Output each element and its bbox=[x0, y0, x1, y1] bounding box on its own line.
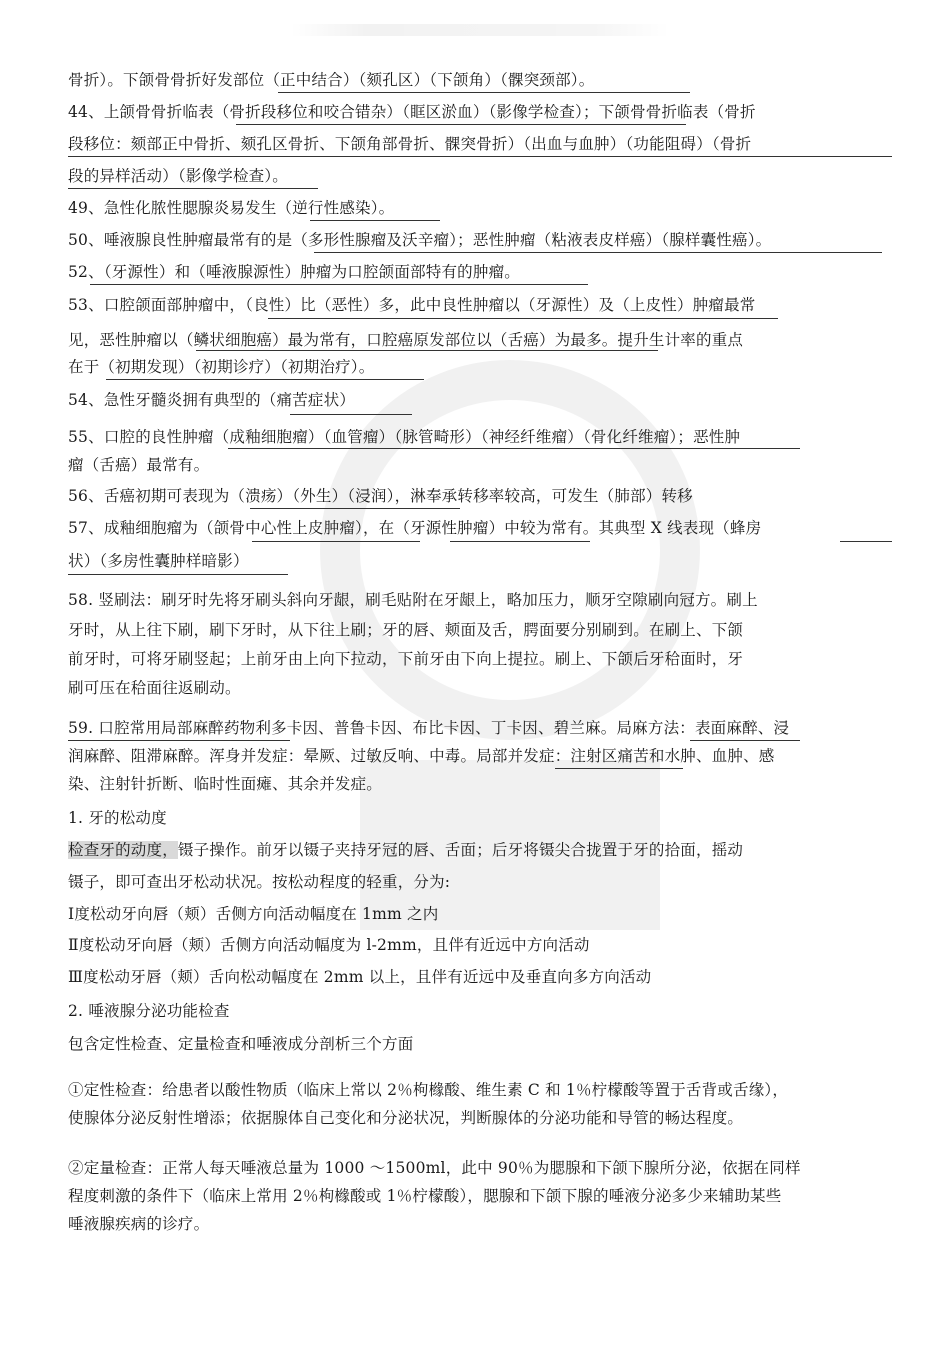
underline bbox=[690, 740, 800, 741]
text-line: 程度刺激的条件下（临床上常用 2％枸橼酸或 1％柠檬酸），腮腺和下颌下腺的唾液分泌多少来辅助某些 bbox=[68, 1187, 782, 1205]
text-line: 段的异样活动）（影像学检查）。 bbox=[68, 167, 289, 185]
underline bbox=[314, 252, 882, 253]
text-line: 58. 竖刷法：刷牙时先将牙刷头斜向牙龈，刷毛贴附在牙龈上，略加压力，顺牙空隙刷向冠方。刷上 bbox=[68, 591, 758, 609]
text-line: 使腺体分泌反射性增添；依据腺体自己变化和分泌状况，判断腺体的分泌功能和导管的畅达程度。 bbox=[68, 1109, 744, 1127]
underline bbox=[268, 318, 778, 319]
text-line: 前牙时，可将牙刷竖起；上前牙由上向下拉动，下前牙由下向上提拉。刷上、下颌后牙秴面时，牙 bbox=[68, 650, 744, 668]
text-line: 见，恶性肿瘤以（鳞状细胞癌）最为常有，口腔癌原发部位以（舌癌）为最多。提升生计率的重点 bbox=[68, 331, 744, 349]
underline bbox=[290, 414, 412, 415]
text-line: 54、急性牙髓炎拥有典型的（痛苦症状） bbox=[68, 391, 356, 409]
underline bbox=[555, 768, 683, 769]
text-line: 53、口腔颌面部肿瘤中，（良性）比（恶性）多，此中良性肿瘤以（牙源性）及（上皮性）肿瘤最常 bbox=[68, 296, 756, 314]
underline bbox=[840, 541, 892, 542]
text-segment: 镊子操作。前牙以镊子夹持牙冠的唇、舌面；后牙将镊尖合拢置于牙的拾面，摇动 bbox=[177, 841, 744, 859]
underline bbox=[106, 379, 424, 380]
text-line: 49、急性化脓性腮腺炎易发生（逆行性感染）。 bbox=[68, 199, 395, 217]
text-line: 段移位：颏部正中骨折、颏孔区骨折、下颌角部骨折、髁突骨折）（出血与血肿）（功能阻碍）（骨折 bbox=[68, 135, 752, 153]
underline bbox=[68, 574, 288, 575]
text-line: 44、上颌骨骨折临表（骨折段移位和咬合错杂）（眶区淤血）（影像学检查）；下颌骨骨折临表（骨折 bbox=[68, 103, 756, 121]
text-line: 在于（初期发现）（初期诊疗）（初期治疗）。 bbox=[68, 358, 375, 376]
text-line: 染、注射针折断、临时性面瘫、其余并发症。 bbox=[68, 775, 383, 793]
text-line-highlighted bbox=[68, 840, 890, 860]
text-line: 包含定性检查、定量检查和唾液成分剖析三个方面 bbox=[68, 1035, 414, 1053]
section-heading: 2. 唾液腺分泌功能检查 bbox=[68, 1002, 230, 1020]
text-line: 56、舌癌初期可表现为（溃疡）（外生）（浸润），淋奉承转移率较高，可发生（肺部）转移 bbox=[68, 487, 693, 505]
text-line: 52、（牙源性）和（唾液腺源性）肿瘤为口腔颌面部特有的肿瘤。 bbox=[68, 263, 520, 281]
text-line: 57、成釉细胞瘤为（颌骨中心性上皮肿瘤），在（牙源性肿瘤）中较为常有。其典型 X 线表现（蜂房 bbox=[68, 519, 762, 537]
underline bbox=[90, 284, 588, 285]
text-line: 骨折）。下颌骨骨折好发部位（正中结合）（颏孔区）（下颌角）（髁突颈部）。 bbox=[68, 71, 595, 89]
faded-header bbox=[290, 24, 670, 36]
text-line: 55、口腔的良性肿瘤（成釉细胞瘤）（血管瘤）（脉管畸形）（神经纤维瘤）（骨化纤维瘤）；恶性肿 bbox=[68, 428, 741, 446]
section-heading: 1. 牙的松动度 bbox=[68, 809, 167, 827]
text-line: 镊子，即可查出牙松动状况。按松动程度的轻重，分为: bbox=[68, 873, 451, 891]
text-line: Ⅰ度松动牙向唇（颊）舌侧方向活动幅度在 1mm 之内 bbox=[68, 905, 439, 923]
text-line: 润麻醉、阻滞麻醉。浑身并发症：晕厥、过敏反响、中毒。局部并发症：注射区痛苦和水肿、血肿、感 bbox=[68, 747, 775, 765]
underline bbox=[450, 541, 590, 542]
text-line: Ⅲ度松动牙唇（颊）舌向松动幅度在 2mm 以上，且伴有近远中及垂直向多方向活动 bbox=[68, 968, 652, 986]
underline bbox=[252, 541, 420, 542]
text-line: Ⅱ度松动牙向唇（颊）舌侧方向活动幅度为 l-2mm，且伴有近远中方向活动 bbox=[68, 936, 590, 954]
highlighted-text: 检查牙的动度， bbox=[68, 841, 178, 859]
underline bbox=[196, 350, 658, 351]
underline bbox=[236, 124, 686, 125]
underline bbox=[250, 508, 460, 509]
text-line: 牙时，从上往下刷，刷下牙时，从下往上刷；牙的唇、颊面及舌，腭面要分别刷到。在刷上、下颌 bbox=[68, 621, 744, 639]
underline bbox=[278, 92, 690, 93]
underline bbox=[310, 220, 440, 221]
text-line: ②定量检查：正常人每天唾液总量为 1000 ～1500ml，此中 90％为腮腺和下颌下腺所分泌，依据在同样 bbox=[68, 1159, 801, 1177]
text-line: 50、唾液腺良性肿瘤最常有的是（多形性腺瘤及沃辛瘤）；恶性肿瘤（粘液表皮样癌）（腺样囊性癌）。 bbox=[68, 231, 772, 249]
text-line: 刷可压在秴面往返刷动。 bbox=[68, 679, 241, 697]
text-line: ①定性检查：给患者以酸性物质（临床上常以 2％枸橼酸、维生素 C 和 1％柠檬酸等置于舌背或舌缘）， bbox=[68, 1081, 789, 1099]
text-line: 状）（多房性囊肿样暗影） bbox=[68, 552, 249, 570]
text-line: 唾液腺疾病的诊疗。 bbox=[68, 1215, 210, 1233]
underline bbox=[68, 740, 290, 741]
underline bbox=[228, 448, 800, 449]
underline bbox=[68, 156, 892, 157]
text-line: 瘤（舌癌）最常有。 bbox=[68, 456, 210, 474]
text-line: 59. 口腔常用局部麻醉药物利多卡因、普鲁卡因、布比卡因、丁卡因、碧兰麻。局麻方法：表面麻醉、浸 bbox=[68, 719, 790, 737]
underline bbox=[68, 188, 318, 189]
